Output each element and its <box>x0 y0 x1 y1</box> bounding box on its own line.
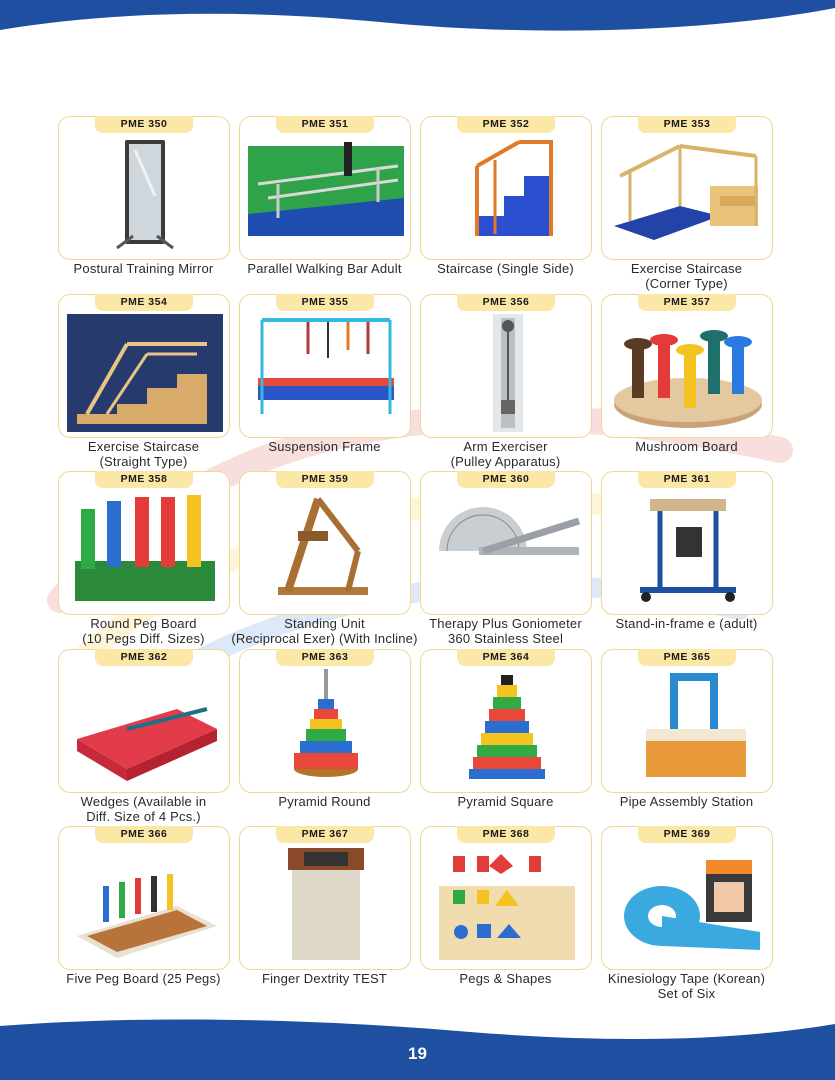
product-item <box>418 826 593 1004</box>
product-card <box>420 294 592 438</box>
pegs-shapes-icon <box>429 846 585 964</box>
parallel-bars-icon <box>248 136 404 254</box>
product-name <box>412 971 599 986</box>
product-code: PME 367 <box>276 826 374 843</box>
product-item <box>237 294 412 472</box>
product-card <box>420 471 592 615</box>
product-name-line: (Reciprocal Exer) (With Incline) <box>231 631 418 646</box>
product-item <box>56 116 231 294</box>
product-code: PME 364 <box>457 649 555 666</box>
product-name-line: Parallel Walking Bar Adult <box>247 261 402 276</box>
product-item <box>599 826 774 1004</box>
product-card <box>58 826 230 970</box>
product-name-line: Set of Six <box>657 986 716 1001</box>
product-item <box>599 294 774 472</box>
product-item <box>418 116 593 294</box>
product-name-line: Pegs & Shapes <box>459 971 552 986</box>
product-name-line: (10 Pegs Diff. Sizes) <box>82 631 205 646</box>
product-name <box>412 616 599 646</box>
product-code: PME 358 <box>95 471 193 488</box>
product-name-line: 360 Stainless Steel <box>447 631 564 646</box>
product-name-line: Wedges (Available in <box>80 793 207 809</box>
pyramid-square-icon <box>429 669 585 787</box>
product-item <box>418 471 593 649</box>
product-name-line: (Straight Type) <box>99 453 188 469</box>
staircase-icon <box>429 136 585 254</box>
five-peg-board-icon <box>67 846 223 964</box>
product-name <box>231 971 418 986</box>
product-name <box>593 616 780 631</box>
product-card <box>420 826 592 970</box>
product-card <box>58 116 230 260</box>
product-name-line: Finger Dextrity TEST <box>261 971 388 986</box>
product-name <box>50 439 237 469</box>
product-name-line: Diff. Size of 4 Pcs.) <box>86 808 201 824</box>
product-card <box>239 294 411 438</box>
product-item <box>599 116 774 294</box>
product-name-line: (Corner Type) <box>645 276 728 291</box>
product-name <box>231 439 418 454</box>
pulley-icon <box>429 314 585 432</box>
product-item <box>56 294 231 472</box>
product-name <box>593 794 780 809</box>
product-code: PME 351 <box>276 116 374 133</box>
product-code: PME 353 <box>638 116 736 133</box>
product-card <box>58 294 230 438</box>
product-code: PME 363 <box>276 649 374 666</box>
product-grid <box>56 116 774 1004</box>
product-code: PME 350 <box>95 116 193 133</box>
product-item <box>237 649 412 827</box>
straight-staircase-icon <box>67 314 223 432</box>
product-code: PME 366 <box>95 826 193 843</box>
product-name-line: Staircase (Single Side) <box>437 261 574 276</box>
product-code: PME 369 <box>638 826 736 843</box>
product-name-line: Pyramid Square <box>457 793 554 809</box>
product-item <box>56 471 231 649</box>
product-name <box>412 439 599 469</box>
product-name-line: (Pulley Apparatus) <box>450 453 561 469</box>
product-item <box>418 294 593 472</box>
product-name-line: Exercise Staircase <box>87 438 200 454</box>
pipe-assembly-icon <box>610 669 766 787</box>
goniometer-icon <box>429 491 585 609</box>
wedge-icon <box>67 669 223 787</box>
product-card <box>601 471 773 615</box>
product-code: PME 360 <box>457 471 555 488</box>
product-name <box>412 794 599 809</box>
product-name <box>231 794 418 809</box>
product-code: PME 357 <box>638 294 736 311</box>
product-item <box>599 471 774 649</box>
product-code: PME 354 <box>95 294 193 311</box>
mirror-icon <box>67 136 223 254</box>
product-card <box>601 116 773 260</box>
product-name <box>50 971 237 986</box>
product-card <box>239 116 411 260</box>
mushroom-board-icon <box>610 314 766 432</box>
product-name <box>593 261 780 291</box>
product-item <box>231 471 418 649</box>
top-wave-banner <box>0 0 835 40</box>
product-card <box>239 649 411 793</box>
product-code: PME 365 <box>638 649 736 666</box>
product-name-line: Five Peg Board (25 Pegs) <box>66 971 221 986</box>
stand-frame-icon <box>610 491 766 609</box>
corner-staircase-icon <box>610 136 766 254</box>
product-name <box>593 971 780 1001</box>
product-code: PME 362 <box>95 649 193 666</box>
product-name-line: Suspension Frame <box>268 438 381 454</box>
standing-unit-icon <box>248 491 404 609</box>
pyramid-round-icon <box>248 669 404 787</box>
product-code: PME 356 <box>457 294 555 311</box>
suspension-frame-icon <box>248 314 404 432</box>
product-name <box>50 794 237 824</box>
finger-dexterity-icon <box>248 846 404 964</box>
product-card <box>239 826 411 970</box>
product-card <box>601 294 773 438</box>
page-number: 19 <box>408 1044 427 1063</box>
product-code: PME 355 <box>276 294 374 311</box>
product-code: PME 359 <box>276 471 374 488</box>
product-card <box>58 471 230 615</box>
product-code: PME 361 <box>638 471 736 488</box>
product-name <box>50 261 237 276</box>
product-item <box>237 826 412 1004</box>
product-name <box>231 616 418 646</box>
product-card <box>58 649 230 793</box>
product-item <box>418 649 593 827</box>
product-item <box>237 116 412 294</box>
product-name-line: Postural Training Mirror <box>73 261 214 276</box>
product-item <box>56 826 231 1004</box>
round-peg-board-icon <box>67 491 223 609</box>
product-card <box>420 116 592 260</box>
product-code: PME 368 <box>457 826 555 843</box>
product-code: PME 352 <box>457 116 555 133</box>
product-name <box>593 439 780 454</box>
product-name-line: Pipe Assembly Station <box>619 793 754 809</box>
product-name-line: Mushroom Board <box>635 438 738 454</box>
product-name-line: Therapy Plus Goniometer <box>429 616 582 631</box>
product-card <box>601 649 773 793</box>
product-name-line: Standing Unit <box>284 616 365 631</box>
product-item <box>56 649 231 827</box>
product-card <box>420 649 592 793</box>
product-name-line: Arm Exerciser <box>463 438 548 454</box>
product-name <box>50 616 237 646</box>
product-name-line: Round Peg Board <box>90 616 197 631</box>
product-card <box>601 826 773 970</box>
product-name <box>231 261 418 276</box>
product-item <box>599 649 774 827</box>
product-name-line: Exercise Staircase <box>630 261 743 276</box>
product-name <box>412 261 599 276</box>
kinesiology-tape-icon <box>610 846 766 964</box>
product-name-line: Pyramid Round <box>278 793 371 809</box>
product-name-line: Kinesiology Tape (Korean) <box>607 971 766 986</box>
product-name-line: Stand-in-frame e (adult) <box>615 616 758 631</box>
product-card <box>239 471 411 615</box>
